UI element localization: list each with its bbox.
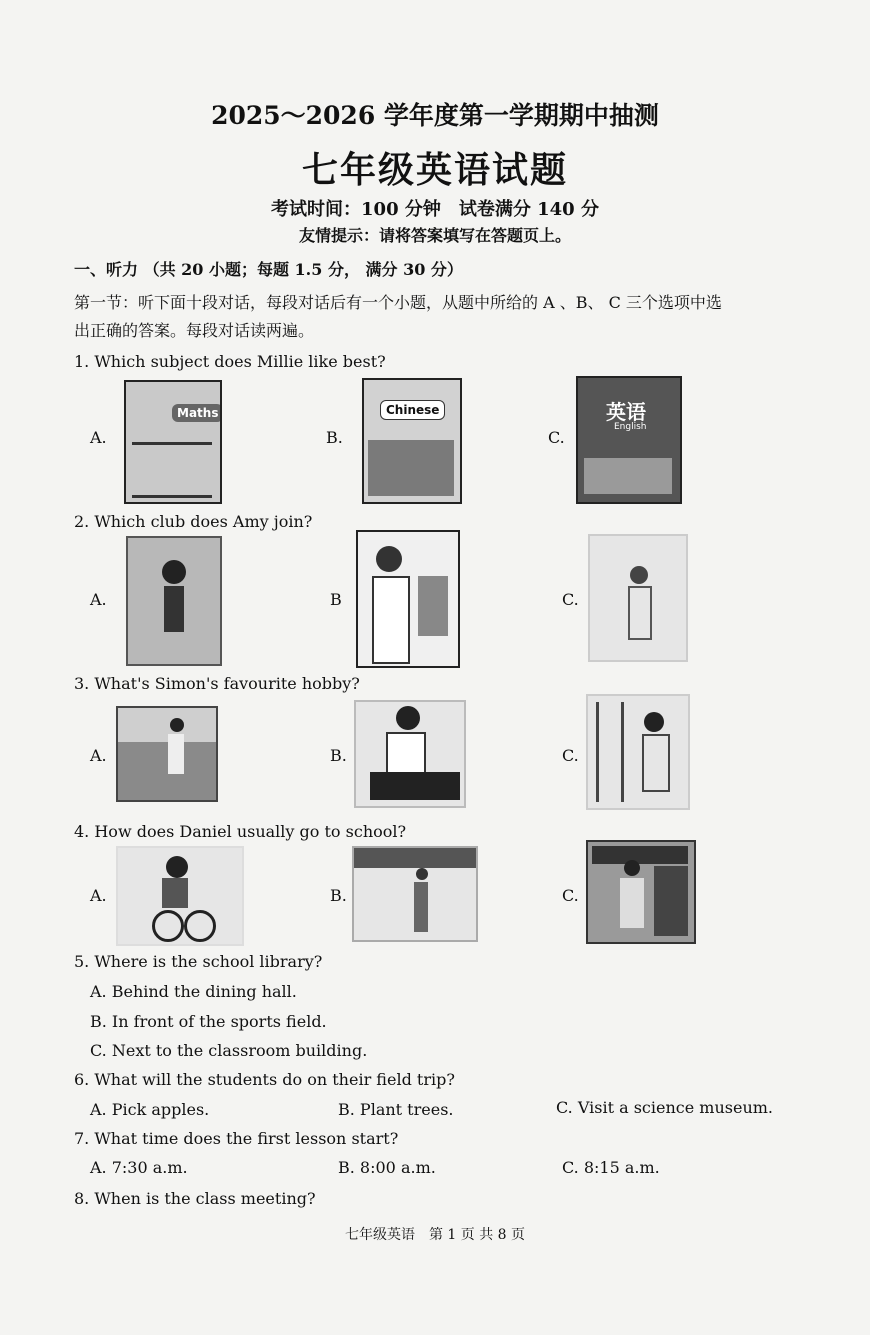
q3-option-b-image[interactable]: [354, 700, 466, 808]
q1-option-c-label[interactable]: C.: [548, 428, 565, 447]
q2-option-c-image[interactable]: [588, 534, 688, 662]
artist-body-icon: [628, 586, 652, 640]
swimmer-body-icon: [164, 586, 184, 632]
football-player-body-icon: [168, 734, 184, 774]
bus-door-icon: [654, 866, 688, 936]
q3-option-c-image[interactable]: [586, 694, 690, 810]
q4-option-a-image[interactable]: [116, 846, 244, 946]
q7-option-c[interactable]: C. 8:15 a.m.: [562, 1158, 660, 1177]
q4-option-b-label[interactable]: B.: [330, 886, 347, 905]
section-instruction-line1: 第一节：听下面十段对话，每段对话后有一个小题，从题中所给的 A 、B、 C 三个选项中选: [74, 293, 722, 312]
bus-passenger-body-icon: [620, 878, 644, 928]
q6-option-a[interactable]: A. Pick apples.: [90, 1100, 210, 1119]
walker-body-icon: [414, 882, 428, 932]
q3-option-b-label[interactable]: B.: [330, 746, 347, 765]
english-book-title: 英语: [606, 400, 646, 424]
q1-option-b-label[interactable]: B.: [326, 428, 343, 447]
school-building-icon: [584, 458, 672, 494]
easel-icon: [596, 702, 624, 802]
bus-passenger-head-icon: [624, 860, 640, 876]
q1-option-b-image[interactable]: [362, 378, 462, 504]
football-player-head-icon: [170, 718, 184, 732]
q2-option-c-label[interactable]: C.: [562, 590, 579, 609]
question-1: 1. Which subject does Millie like best?: [74, 352, 386, 371]
q1-option-c-image[interactable]: [576, 376, 682, 504]
exam-tip: 友情提示：请将答案填写在答题页上。: [298, 226, 571, 245]
artist-head-icon: [630, 566, 648, 584]
walker-head-icon: [416, 868, 428, 880]
cyclist-head-icon: [166, 856, 188, 878]
q2-option-b-image[interactable]: [356, 530, 460, 668]
painter-head-icon: [644, 712, 664, 732]
girl-body-icon: [372, 576, 410, 664]
q3-option-a-image[interactable]: [116, 706, 218, 802]
plant-icon: [418, 576, 448, 636]
question-5: 5. Where is the school library?: [74, 952, 323, 971]
q5-option-b[interactable]: B. In front of the sports field.: [90, 1012, 327, 1031]
maths-cover-pattern: [132, 442, 212, 498]
q2-option-a-label[interactable]: A.: [90, 590, 107, 609]
q7-option-b[interactable]: B. 8:00 a.m.: [338, 1158, 436, 1177]
q2-option-b-label[interactable]: B: [330, 590, 342, 609]
section-title: 一、听力 （共 20 小题；每题 1.5 分， 满分 30 分）: [74, 260, 463, 279]
q5-option-a[interactable]: A. Behind the dining hall.: [90, 982, 297, 1001]
q4-option-c-image[interactable]: [586, 840, 696, 944]
exam-title: 七年级英语试题: [301, 149, 568, 191]
q3-option-c-label[interactable]: C.: [562, 746, 579, 765]
q4-option-c-label[interactable]: C.: [562, 886, 579, 905]
exam-info: 考试时间：100 分钟 试卷满分 140 分: [271, 199, 599, 220]
question-3: 3. What's Simon's favourite hobby?: [74, 674, 360, 693]
question-4: 4. How does Daniel usually go to school?: [74, 822, 407, 841]
english-book-subtitle: English: [614, 422, 647, 432]
maths-badge: Maths: [172, 404, 222, 422]
q6-option-c[interactable]: C. Visit a science museum.: [556, 1098, 773, 1117]
q2-option-a-image[interactable]: [126, 536, 222, 666]
question-2: 2. Which club does Amy join?: [74, 512, 313, 531]
piano-icon: [370, 772, 460, 800]
q3-option-a-label[interactable]: A.: [90, 746, 107, 765]
pianist-head-icon: [396, 706, 420, 730]
painter-body-icon: [642, 734, 670, 792]
question-6: 6. What will the students do on their field trip?: [74, 1070, 455, 1089]
q4-option-b-image[interactable]: [352, 846, 478, 942]
q1-option-a-image[interactable]: [124, 380, 222, 504]
q6-option-b[interactable]: B. Plant trees.: [338, 1100, 454, 1119]
girl-head-icon: [376, 546, 402, 572]
trees-area: [354, 848, 476, 868]
q7-option-a[interactable]: A. 7:30 a.m.: [90, 1158, 188, 1177]
sky-area: [118, 708, 216, 742]
section-instruction-line2: 出正确的答案。每段对话读两遍。: [74, 321, 315, 340]
bus-windows-icon: [592, 846, 688, 864]
chinese-badge: Chinese: [380, 400, 445, 420]
chinese-cover-landscape: [368, 440, 454, 496]
page-footer: 七年级英语 第 1 页 共 8 页: [344, 1227, 526, 1243]
bike-wheel-front-icon: [152, 910, 184, 942]
bike-wheel-back-icon: [184, 910, 216, 942]
pianist-body-icon: [386, 732, 426, 776]
q4-option-a-label[interactable]: A.: [90, 886, 107, 905]
swimmer-head-icon: [162, 560, 186, 584]
cyclist-body-icon: [162, 878, 188, 908]
question-8: 8. When is the class meeting?: [74, 1189, 316, 1208]
question-7: 7. What time does the first lesson start?: [74, 1129, 399, 1148]
q5-option-c[interactable]: C. Next to the classroom building.: [90, 1041, 368, 1060]
q1-option-a-label[interactable]: A.: [90, 428, 107, 447]
year-title: 2025～2026 学年度第一学期期中抽测: [211, 101, 659, 130]
